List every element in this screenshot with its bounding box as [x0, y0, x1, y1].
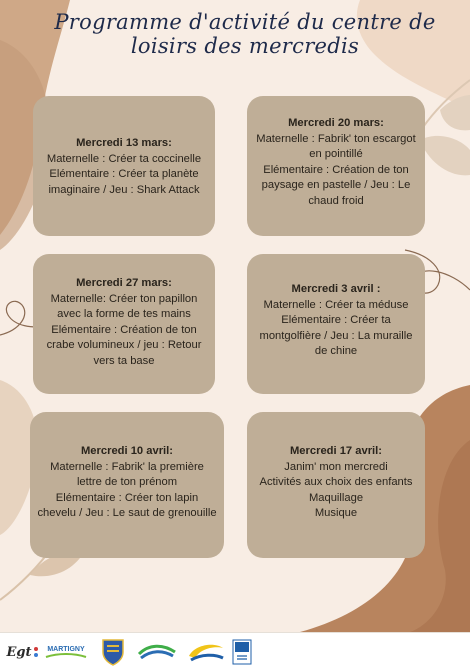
card-line: chaud froid	[308, 194, 364, 207]
card-line: lettre de ton prénom	[76, 476, 178, 489]
region-logo	[136, 637, 178, 667]
card-line: paysage en pastelle / Jeu : Le	[261, 179, 411, 192]
card-line: en pointillé	[309, 148, 363, 161]
state-emblem-icon	[232, 639, 252, 665]
card-date: Mercredi 3 avril :	[291, 283, 381, 295]
crest-logo	[98, 637, 128, 667]
card-date: Mercredi 20 mars:	[288, 117, 384, 129]
martigny-logo-text: MARTIGNY	[47, 645, 85, 653]
activity-card-13-mars	[33, 96, 215, 236]
card-line: Musique	[314, 507, 358, 520]
title-line-1: Programme d'activité du centre de	[54, 10, 436, 34]
egt-logo	[6, 637, 40, 667]
card-line: avec la forme de tes mains	[57, 308, 191, 321]
card-date: Mercredi 10 avril:	[80, 445, 174, 457]
card-line: vers ta base	[93, 354, 155, 367]
card-line: Elémentaire : Créer ta planète	[49, 168, 199, 181]
card-line: crabe volumineux / jeu : Retour	[46, 339, 202, 352]
activity-card-17-avril	[247, 412, 425, 558]
card-line: Janim' mon mercredi	[284, 460, 388, 473]
shield-icon	[101, 638, 125, 666]
partner-logos-bar	[0, 632, 470, 671]
card-line: chevelu / Jeu : Le saut de grenouille	[37, 507, 217, 520]
card-date: Mercredi 27 mars:	[76, 277, 172, 289]
egt-mark-icon	[32, 646, 40, 658]
card-line: Activités aux choix des enfants	[259, 476, 413, 489]
page-title	[50, 10, 440, 58]
card-line: Maternelle : Créer ta coccinelle	[46, 152, 202, 165]
card-line: Elémentaire : Créer ta	[281, 314, 391, 327]
card-line: Maternelle: Créer ton papillon	[50, 292, 198, 305]
card-line: Maquillage	[308, 491, 364, 504]
egt-logo-text: Egt	[6, 644, 32, 660]
card-line: Maternelle : Fabrik' la première	[50, 460, 204, 473]
card-line: montgolfière / Jeu : La muraille	[259, 329, 413, 342]
card-line: de chine	[314, 345, 358, 358]
activity-card-20-mars	[247, 96, 425, 236]
prefecture-logo	[230, 637, 254, 667]
activity-card-27-mars	[33, 254, 215, 394]
activity-card-10-avril	[30, 412, 224, 558]
card-line: Elémentaire : Créer ton lapin	[55, 491, 199, 504]
card-line: imaginaire / Jeu : Shark Attack	[48, 183, 200, 196]
swirl-logo-icon	[185, 640, 227, 664]
title-line-2: loisirs des mercredis	[130, 34, 360, 58]
caf-logo	[184, 637, 228, 667]
wave-logo-icon	[137, 640, 177, 664]
card-line: Elémentaire : Création de ton	[51, 323, 197, 336]
martigny-logo	[42, 637, 90, 667]
activity-card-3-avril	[247, 254, 425, 394]
card-line: Maternelle : Fabrik' ton escargot	[256, 132, 416, 145]
card-date: Mercredi 13 mars:	[76, 137, 172, 149]
card-line: Maternelle : Créer ta méduse	[263, 298, 409, 311]
martigny-swoosh-icon	[44, 653, 88, 659]
card-line: Elémentaire : Création de ton	[263, 163, 409, 176]
card-date: Mercredi 17 avril:	[289, 445, 383, 457]
